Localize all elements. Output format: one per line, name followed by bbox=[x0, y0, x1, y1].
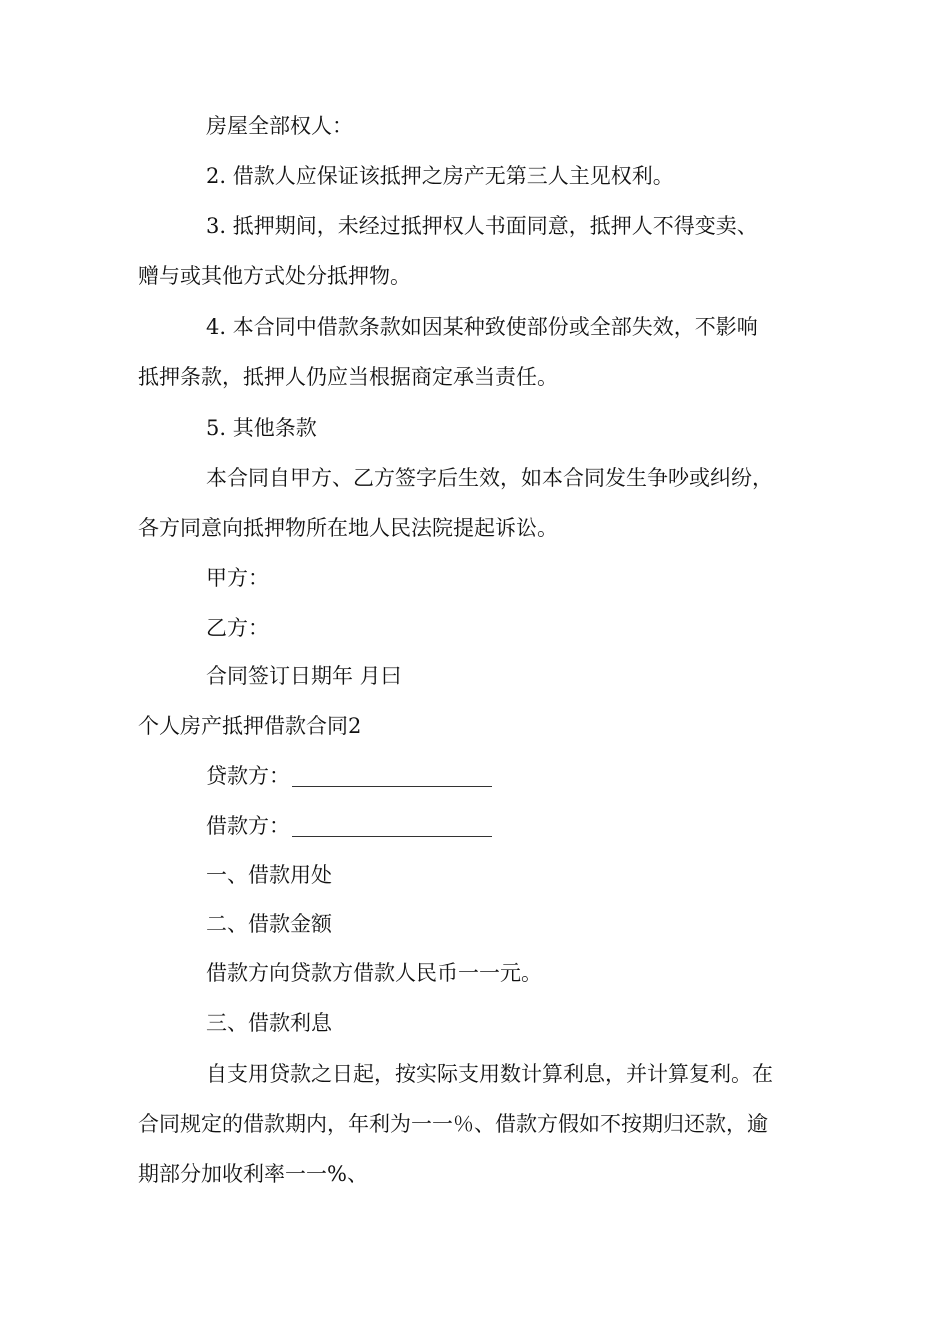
clause-4-line-2: 抵押条款，抵押人仍应当根据商定承当责任。 bbox=[138, 365, 558, 389]
borrower-line bbox=[206, 813, 492, 839]
interest-line-1: 自支用贷款之日起，按实际支用数计算利息，并计算复利。在 bbox=[206, 1062, 773, 1086]
lender-label: 贷款方： bbox=[206, 764, 290, 788]
borrower-blank bbox=[292, 835, 492, 837]
section-1: 一、借款用处 bbox=[206, 863, 332, 887]
effect-line-2: 各方同意向抵押物所在地人民法院提起诉讼。 bbox=[138, 516, 558, 540]
sign-date: 合同签订日期年 月曰 bbox=[206, 664, 402, 688]
clause-2: 2. 借款人应保证该抵押之房产无第三人主见权利。 bbox=[206, 164, 674, 188]
effect-line-1: 本合同自甲方、乙方签字后生效，如本合同发生争吵或纠纷， bbox=[206, 466, 773, 490]
party-a: 甲方： bbox=[206, 566, 269, 590]
clause-3-line-1: 3. 抵押期间，未经过抵押权人书面同意，抵押人不得变卖、 bbox=[206, 214, 758, 238]
section-3: 三、借款利息 bbox=[206, 1011, 332, 1035]
clause-3-line-2: 赠与或其他方式处分抵押物。 bbox=[138, 264, 411, 288]
lender-blank bbox=[292, 785, 492, 787]
interest-line-3: 期部分加收利率一一%、 bbox=[138, 1162, 368, 1186]
party-b: 乙方： bbox=[206, 616, 269, 640]
amount-line: 借款方向贷款方借款人民币一一元。 bbox=[206, 961, 542, 985]
section-2: 二、借款金额 bbox=[206, 912, 332, 936]
interest-line-2: 合同规定的借款期内，年利为一一％、借款方假如不按期归还款，逾 bbox=[138, 1112, 768, 1136]
clause-4-line-1: 4. 本合同中借款条款如因某种致使部份或全部失效，不影响 bbox=[206, 315, 758, 339]
borrower-label: 借款方： bbox=[206, 814, 290, 838]
owner-line: 房屋全部权人： bbox=[206, 114, 353, 138]
contract-title-2: 个人房产抵押借款合同2 bbox=[138, 714, 362, 738]
lender-line bbox=[206, 763, 492, 789]
clause-5: 5. 其他条款 bbox=[206, 416, 317, 440]
